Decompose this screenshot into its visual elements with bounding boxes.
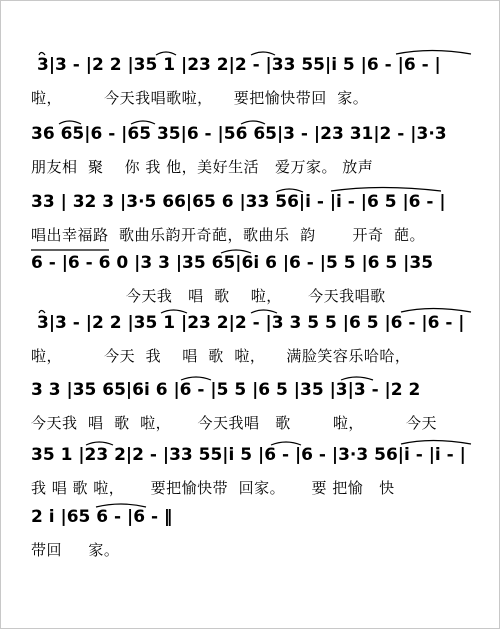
numbered-notes: 36 65|6 - |65 35|6 - |56 65|3 - |23 31|2 - |3·3 bbox=[31, 124, 447, 144]
score-line-1 bbox=[1, 49, 500, 111]
lyric-text: 啦， 今天我唱歌啦， 要把愉快带回 家。 bbox=[31, 89, 369, 107]
lyric-text: 唱出幸福路 歌曲乐韵开奇葩，歌曲乐 韵 开奇 葩。 bbox=[31, 226, 425, 244]
notation-row bbox=[1, 247, 500, 275]
notation-row bbox=[1, 501, 500, 529]
score-line-7 bbox=[1, 439, 500, 501]
score-line-8 bbox=[1, 501, 500, 563]
notation-row bbox=[1, 118, 500, 146]
notation-row bbox=[1, 307, 500, 335]
numbered-notes: 2 i |65 6 - |6 - ‖ bbox=[31, 507, 173, 527]
notation-row bbox=[1, 186, 500, 214]
numbered-notes: 33 | 32 3 |3·5 66|65 6 |33 56|i - |i - |6 5 |6 - | bbox=[31, 192, 446, 212]
lyric-text: 带回 家。 bbox=[31, 541, 120, 559]
score-line-4 bbox=[1, 247, 500, 309]
notation-row bbox=[1, 439, 500, 467]
lyric-text: 我 唱 歌 啦， 要把愉快带 回家。 要 把愉 快 bbox=[31, 479, 395, 497]
numbered-notes: 3|3 - |2 2 |35 1 |23 2|2 - |33 55|i 5 |6 - |6 - | bbox=[37, 55, 441, 75]
lyric-text: 朋友相 聚 你 我 他，美好生活 爱万家。 放声 bbox=[31, 158, 374, 176]
lyric-text: 啦， 今天 我 唱 歌 啦， 满脸笑容乐哈哈， bbox=[31, 347, 411, 365]
score-line-3 bbox=[1, 186, 500, 248]
notation-row bbox=[1, 49, 500, 77]
numbered-notes: 3|3 - |2 2 |35 1 |23 2|2 - |3 3 5 5 |6 5 |6 - |6 - | bbox=[37, 313, 465, 333]
numbered-notes: 35 1 |23 2|2 - |33 55|i 5 |6 - |6 - |3·3 56|i - |i - | bbox=[31, 445, 466, 465]
score-line-2 bbox=[1, 118, 500, 180]
numbered-notes: 6 - |6 - 6 0 |3 3 |35 65|6i 6 |6 - |5 5 |6 5 |35 bbox=[31, 253, 434, 273]
numbered-notes: 3 3 |35 65|6i 6 |6 - |5 5 |6 5 |35 |3|3 - |2 2 bbox=[31, 380, 421, 400]
score-line-5 bbox=[1, 307, 500, 369]
lyric-text: 今天我 唱 歌 啦， 今天我唱歌 bbox=[31, 287, 386, 305]
lyric-text: 今天我 唱 歌 啦， 今天我唱 歌 啦， 今天 bbox=[31, 414, 438, 432]
score-line-6 bbox=[1, 374, 500, 436]
notation-row bbox=[1, 374, 500, 402]
